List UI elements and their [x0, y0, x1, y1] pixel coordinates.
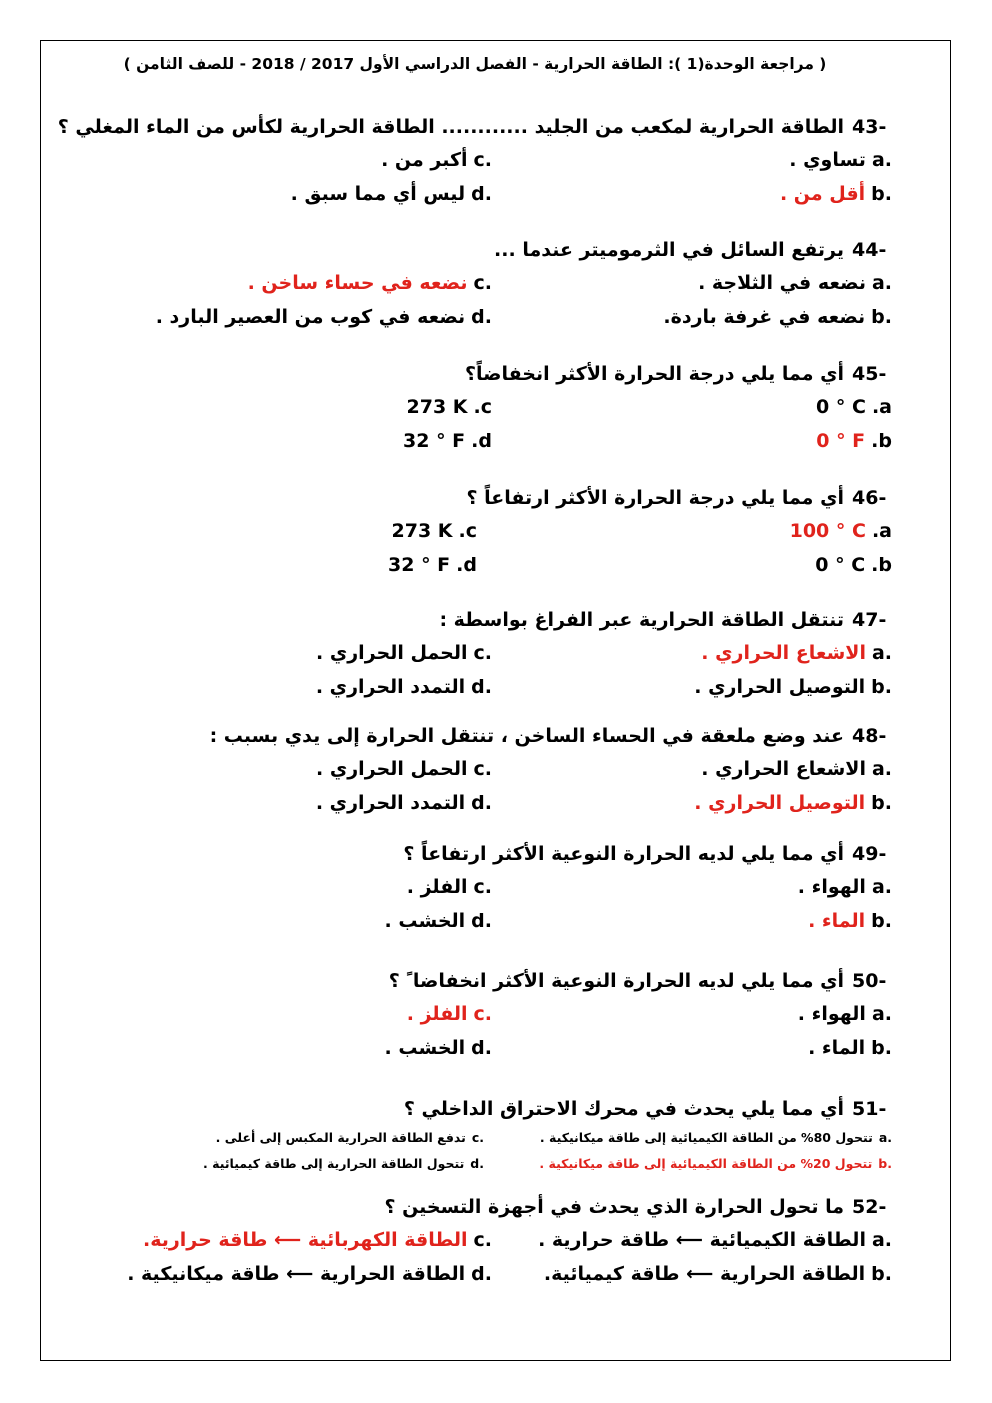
option-letter: b.	[871, 910, 892, 932]
option-c[interactable]	[392, 514, 477, 548]
option-b[interactable]	[544, 1257, 892, 1291]
option-letter: .b	[871, 554, 892, 576]
option-b[interactable]	[816, 424, 892, 458]
option-text: 273 K	[406, 396, 468, 418]
question-51	[50, 1093, 902, 1177]
option-letter: a.	[878, 1130, 892, 1145]
option-text: التمدد الحراري .	[315, 676, 466, 698]
option-text: الفلز .	[406, 876, 468, 898]
option-d[interactable]	[127, 1257, 492, 1291]
question-text: ما تحول الحرارة الذي يحدث في أجهزة التسخين ؟	[384, 1196, 844, 1218]
option-text-correct: 100 ° C	[789, 520, 866, 542]
option-b[interactable]	[815, 548, 892, 582]
option-letter: c.	[473, 642, 492, 664]
option-c[interactable]	[407, 390, 492, 424]
option-letter: .a	[871, 520, 892, 542]
question-number: 48-	[852, 725, 887, 747]
option-text-correct: 0 ° F	[816, 430, 866, 452]
option-letter: c.	[473, 149, 492, 171]
option-letter: b.	[871, 792, 892, 814]
option-text-correct: الفلز .	[406, 1003, 468, 1025]
option-a[interactable]	[789, 143, 892, 177]
option-text: تدفع الطاقة الحرارية المكبس إلى أعلى .	[215, 1130, 466, 1145]
option-a[interactable]	[790, 514, 892, 548]
question-number: 51-	[852, 1098, 887, 1120]
question-text: أي مما يلي لديه الحرارة النوعية الأكثر ارتفاعاً ؟	[403, 843, 844, 865]
option-letter: .d	[456, 554, 477, 576]
option-text: الحمل الحراري .	[316, 642, 468, 664]
option-letter: c.	[473, 272, 492, 294]
option-c[interactable]	[248, 266, 492, 300]
option-text: تتحول الطاقة الحرارية إلى طاقة كيميائية .	[203, 1156, 465, 1171]
option-a[interactable]	[816, 390, 892, 424]
option-text: الخشب .	[384, 1037, 466, 1059]
option-text: الطاقة الحرارية ⟵ طاقة كيميائية.	[543, 1263, 866, 1285]
question-text: أي مما يلي درجة الحرارة الأكثر ارتفاعاً ؟	[466, 487, 844, 509]
question-46	[50, 482, 902, 582]
option-text: الخشب .	[384, 910, 466, 932]
option-text: 273 K	[391, 520, 453, 542]
option-text-correct: نضعه في حساء ساخن .	[247, 272, 468, 294]
question-number: 43-	[852, 116, 887, 138]
option-letter: d.	[471, 1037, 492, 1059]
option-a[interactable]	[698, 266, 892, 300]
option-d[interactable]	[203, 1151, 484, 1177]
option-letter: .c	[473, 396, 492, 418]
option-text: 32 ° F	[403, 430, 466, 452]
option-a[interactable]	[540, 1125, 892, 1151]
option-letter: c.	[473, 1229, 492, 1251]
option-c[interactable]	[407, 997, 492, 1031]
question-45	[50, 358, 902, 458]
question-number: 47-	[852, 609, 887, 631]
option-letter: b.	[871, 306, 892, 328]
option-text: أكبر من .	[381, 149, 468, 171]
option-letter: c.	[471, 1130, 484, 1145]
option-b[interactable]	[539, 1151, 892, 1177]
option-letter: .b	[871, 430, 892, 452]
option-d[interactable]	[316, 786, 492, 820]
option-letter: c.	[473, 876, 492, 898]
option-text: التمدد الحراري .	[315, 792, 466, 814]
option-a[interactable]	[538, 1223, 892, 1257]
question-49	[50, 838, 902, 938]
option-letter: a.	[871, 642, 892, 664]
question-text: أي مما يلي لديه الحرارة النوعية الأكثر انخفاضا ً ؟	[388, 970, 844, 992]
option-letter: .a	[871, 396, 892, 418]
option-b[interactable]	[808, 1031, 892, 1065]
option-letter: b.	[871, 676, 892, 698]
question-number: 49-	[852, 843, 887, 865]
option-b[interactable]	[663, 300, 892, 334]
option-letter: a.	[871, 758, 892, 780]
option-letter: b.	[871, 1263, 892, 1285]
option-text: 0 ° C	[815, 554, 866, 576]
option-letter: d.	[471, 306, 492, 328]
option-letter: b.	[871, 183, 892, 205]
option-text: الماء .	[808, 1037, 866, 1059]
question-text: أي مما يلي درجة الحرارة الأكثر انخفاضاً؟	[464, 363, 844, 385]
option-letter: a.	[871, 876, 892, 898]
option-text-correct: التوصيل الحراري .	[694, 792, 866, 814]
option-d[interactable]	[388, 548, 477, 582]
question-number: 45-	[852, 363, 887, 385]
option-b[interactable]	[808, 904, 892, 938]
question-number: 46-	[852, 487, 887, 509]
option-a[interactable]	[798, 870, 892, 904]
option-text-correct: تتحول 20% من الطاقة الكيميائية إلى طاقة ميكانيكية .	[539, 1156, 873, 1171]
question-number: 44-	[852, 239, 887, 261]
option-text: 32 ° F	[388, 554, 451, 576]
option-letter: d.	[470, 1156, 484, 1171]
option-letter: a.	[871, 272, 892, 294]
option-letter: c.	[473, 758, 492, 780]
option-letter: d.	[471, 1263, 492, 1285]
option-c[interactable]	[381, 143, 492, 177]
question-number: 52-	[852, 1196, 887, 1218]
question-text: أي مما يلي يحدث في محرك الاحتراق الداخلي ؟	[403, 1098, 844, 1120]
option-d[interactable]	[403, 424, 492, 458]
option-d[interactable]	[316, 670, 492, 704]
option-a[interactable]	[701, 636, 892, 670]
question-47	[50, 604, 902, 704]
option-text: تتحول 80% من الطاقة الكيميائية إلى طاقة ميكانيكية .	[539, 1130, 873, 1145]
option-letter: a.	[871, 149, 892, 171]
option-b[interactable]	[694, 786, 892, 820]
option-letter: c.	[473, 1003, 492, 1025]
option-text-correct: الاشعاع الحراري .	[701, 642, 866, 664]
option-d[interactable]	[291, 177, 492, 211]
option-c[interactable]	[407, 870, 492, 904]
question-text: يرتفع السائل في الثرموميتر عندما ...	[494, 239, 844, 261]
option-letter: d.	[471, 183, 492, 205]
option-letter: a.	[871, 1003, 892, 1025]
option-text: الاشعاع الحراري .	[701, 758, 866, 780]
option-d[interactable]	[385, 904, 492, 938]
option-letter: .d	[471, 430, 492, 452]
option-text: 0 ° C	[816, 396, 866, 418]
option-c[interactable]	[316, 752, 492, 786]
option-text: الطاقة الحرارية ⟵ طاقة ميكانيكية .	[127, 1263, 466, 1285]
option-c[interactable]	[143, 1223, 492, 1257]
option-letter: .c	[458, 520, 477, 542]
option-text: الطاقة الكيميائية ⟵ طاقة حرارية .	[538, 1229, 866, 1251]
option-d[interactable]	[385, 1031, 492, 1065]
option-text: نضعه في غرفة باردة.	[663, 306, 866, 328]
question-text: عند وضع ملعقة في الحساء الساخن ، تنتقل الحرارة إلى يدي بسبب :	[209, 725, 844, 747]
option-letter: d.	[471, 676, 492, 698]
question-number: 50-	[852, 970, 887, 992]
option-text-correct: الماء .	[808, 910, 866, 932]
option-text: الحمل الحراري .	[316, 758, 468, 780]
option-letter: b.	[878, 1156, 892, 1171]
option-text: نضعه في كوب من العصير البارد .	[155, 306, 466, 328]
option-letter: d.	[471, 792, 492, 814]
option-a[interactable]	[701, 752, 892, 786]
option-b[interactable]	[780, 177, 892, 211]
option-text: نضعه في الثلاجة .	[698, 272, 866, 294]
option-text: ليس أي مما سبق .	[290, 183, 466, 205]
question-50	[50, 965, 902, 1065]
option-a[interactable]	[798, 997, 892, 1031]
option-text: تساوي .	[789, 149, 866, 171]
option-letter: d.	[471, 910, 492, 932]
option-text-correct: الطاقة الكهربائية ⟵ طاقة حرارية.	[142, 1229, 468, 1251]
option-c[interactable]	[316, 636, 492, 670]
option-d[interactable]	[156, 300, 492, 334]
option-c[interactable]	[216, 1125, 484, 1151]
option-text: الهواء .	[797, 1003, 866, 1025]
option-text: الهواء .	[797, 876, 866, 898]
option-letter: b.	[871, 1037, 892, 1059]
option-letter: a.	[871, 1229, 892, 1251]
question-44	[50, 234, 902, 334]
question-text: تنتقل الطاقة الحرارية عبر الفراغ بواسطة :	[439, 609, 844, 631]
option-b[interactable]	[694, 670, 892, 704]
question-text: الطاقة الحرارية لمكعب من الجليد ............ الطاقة الحرارية لكأس من الماء المغلي ؟	[57, 116, 844, 138]
question-43	[50, 111, 902, 211]
option-text: التوصيل الحراري .	[694, 676, 866, 698]
question-48	[50, 720, 902, 820]
page-header: ( مراجعة الوحدة(1 ): الطاقة الحرارية - الفصل الدراسي الأول 2017 / 2018 - للصف الثامن )	[123, 55, 827, 73]
question-52	[50, 1191, 902, 1291]
option-text-correct: أقل من .	[779, 183, 866, 205]
